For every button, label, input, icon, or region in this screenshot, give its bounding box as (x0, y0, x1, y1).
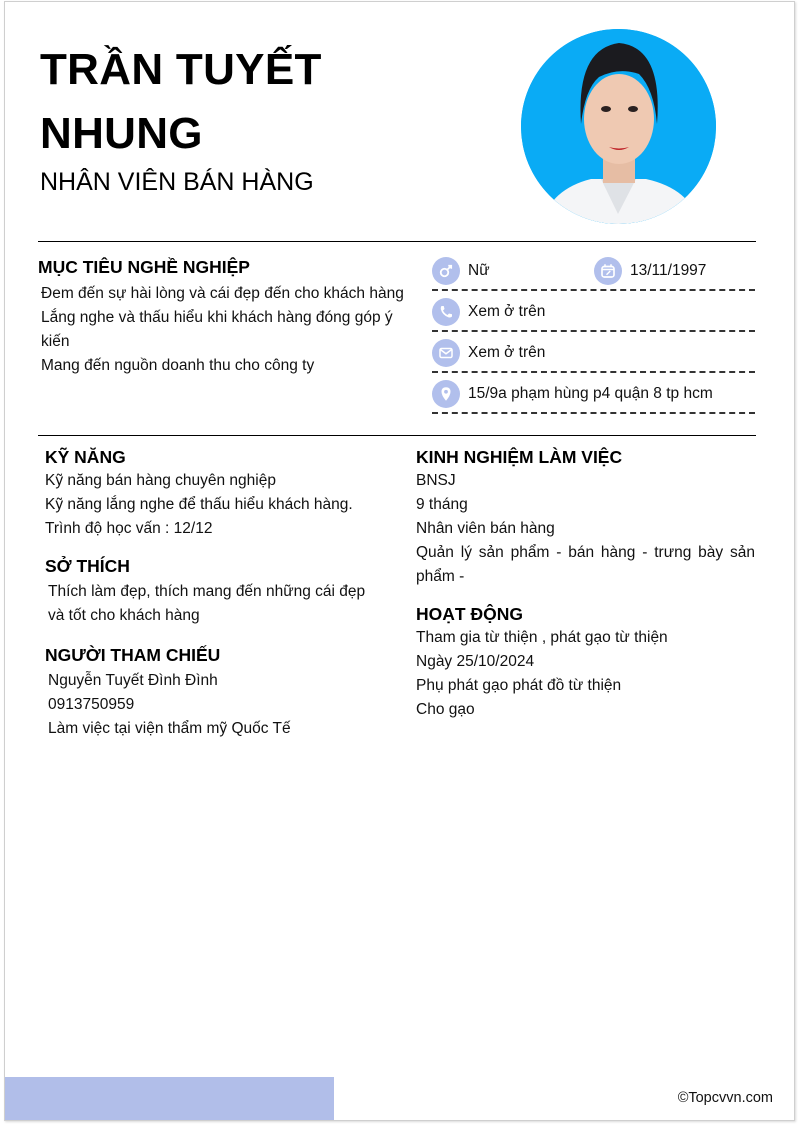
objective-line: Lắng nghe và thấu hiểu khi khách hàng đóng góp ý (41, 309, 393, 326)
hobbies-text (48, 580, 365, 628)
experience-description: Quản lý sản phẩm - bán hàng - trưng bày sản phẩm - (416, 544, 755, 585)
skill-item: Kỹ năng lắng nghe để thấu hiểu khách hàng. (45, 496, 353, 513)
activity-line: Phụ phát gạo phát đồ từ thiện (416, 677, 622, 694)
objective-line: Mang đến nguồn doanh thu cho công ty (41, 357, 315, 374)
phone-field (432, 298, 545, 326)
objective-text (41, 282, 404, 378)
mail-icon (432, 339, 460, 367)
job-title: NHÂN VIÊN BÁN HÀNG (40, 168, 314, 196)
gender-value: Nữ (468, 262, 490, 279)
address-value: 15/9a phạm hùng p4 quận 8 tp hcm (468, 385, 713, 402)
activity-line: Ngày 25/10/2024 (416, 653, 535, 670)
experience-heading: KINH NGHIỆM LÀM VIỆC (416, 447, 623, 467)
name-line-2: NHUNG (40, 109, 203, 158)
objective-heading: MỤC TIÊU NGHỀ NGHIỆP (38, 257, 250, 277)
divider-middle (38, 435, 756, 436)
objective-line: Đem đến sự hài lòng và cái đẹp đến cho khách hàng (41, 285, 404, 302)
info-row-email (432, 333, 755, 373)
email-value: Xem ở trên (468, 344, 546, 361)
reference-name: Nguyễn Tuyết Đình Đình (48, 672, 218, 689)
activity-line: Cho gạo (416, 701, 475, 718)
address-field (432, 380, 713, 408)
objective-line: kiến (41, 333, 70, 350)
activities-list (416, 626, 668, 722)
activities-heading: HOẠT ĐỘNG (416, 604, 523, 624)
profile-photo (521, 29, 716, 224)
reference-phone: 0913750959 (48, 696, 135, 713)
phone-icon (432, 298, 460, 326)
footer-accent-bar (5, 1077, 334, 1120)
hobby-line: và tốt cho khách hàng (48, 607, 200, 624)
experience-duration: 9 tháng (416, 496, 468, 513)
candidate-name (40, 38, 322, 166)
info-row-personal (432, 251, 755, 291)
references-heading: NGƯỜI THAM CHIẾU (45, 645, 221, 665)
location-icon (432, 380, 460, 408)
phone-value: Xem ở trên (468, 303, 546, 320)
avatar (521, 29, 716, 224)
skill-item: Kỹ năng bán hàng chuyên nghiệp (45, 472, 276, 489)
gender-icon (432, 257, 460, 285)
gender-field (432, 257, 490, 285)
email-field (432, 339, 545, 367)
hobbies-heading: SỞ THÍCH (45, 556, 130, 576)
divider-top (38, 241, 756, 242)
experience-company: BNSJ (416, 472, 456, 489)
activity-line: Tham gia từ thiện , phát gạo từ thiện (416, 629, 668, 646)
name-line-1: TRẦN TUYẾT (40, 45, 322, 94)
birthday-value: 13/11/1997 (630, 262, 707, 279)
skills-heading: KỸ NĂNG (45, 447, 126, 467)
skill-item: Trình độ học vấn : 12/12 (45, 520, 213, 537)
reference-workplace: Làm việc tại viện thẩm mỹ Quốc Tế (48, 720, 291, 737)
info-row-address (432, 374, 755, 414)
experience-position: Nhân viên bán hàng (416, 520, 555, 537)
copyright-text: ©Topcvvn.com (677, 1090, 773, 1106)
birthday-field (594, 257, 706, 285)
experience-details (416, 469, 755, 589)
info-row-phone (432, 292, 755, 332)
calendar-icon (594, 257, 622, 285)
hobby-line: Thích làm đẹp, thích mang đến những cái đẹp (48, 583, 366, 600)
skills-list (45, 469, 353, 541)
references-list (48, 669, 291, 741)
